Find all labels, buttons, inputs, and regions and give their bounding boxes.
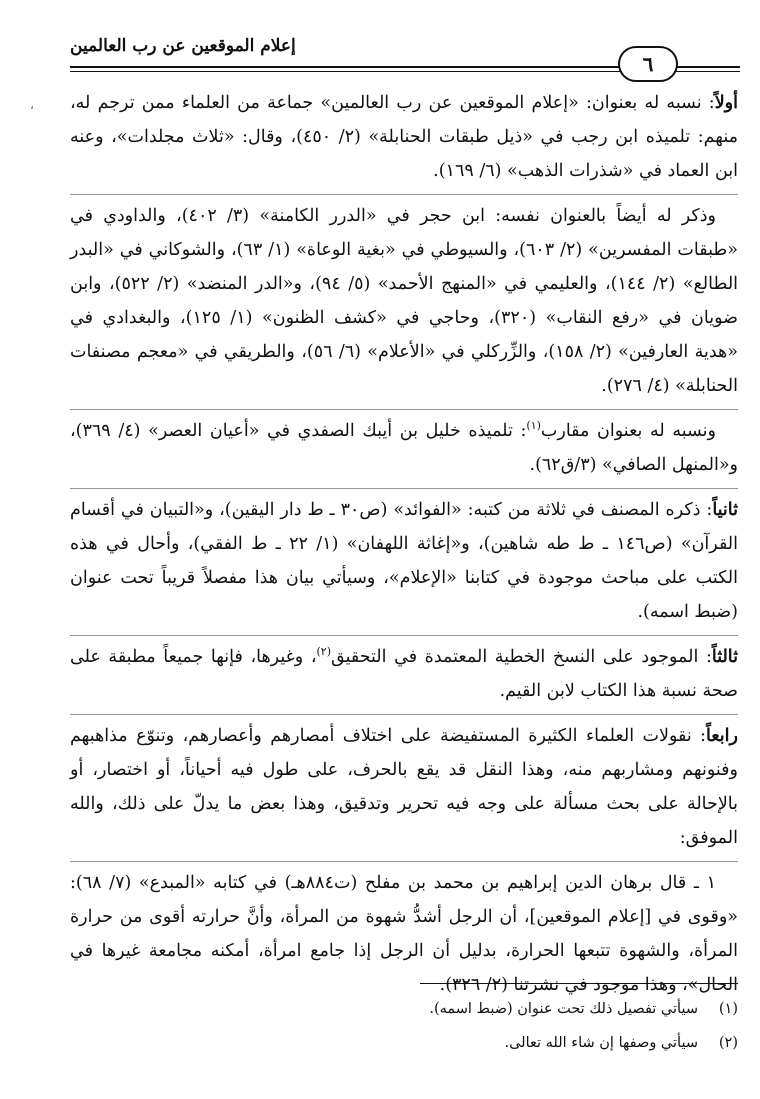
paragraph-text: وذكر له أيضاً بالعنوان نفسه: ابن حجر في «الدرر الكامنة» (٣/ ٤٠٢)، والداودي في «طبقات المفسرين» (٢/ ٦٠٣)، والسيوطي في «بغية الوعاة» (١/ ٦٣)، والشوكاني في «البدر الطالع» (٢/ ١٤٤)، والعليمي في «المنهج الأحمد» (٥/ ٩٤)، و«الدر المنضد» (٢/ ٥٢٢)، وابن ضويان في «رفع النقاب» (٣٢٠)، وحاجي في «كشف الظنون» (١/ ١٢٥)، والبغدادي في «هدية العارفين» (٢/ ١٥٨)، والزِّركلي في «الأعلام» (٦/ ٥٦)، والطريقي في «معجم مصنفات الحنابلة» (٤/ ٢٧٦).	[70, 206, 739, 396]
margin-mark: ،	[30, 98, 34, 112]
footnote-number: (٢)	[718, 1035, 738, 1051]
paragraph-divider	[70, 488, 738, 489]
footnote-ref[interactable]: (٢)	[316, 645, 331, 659]
paragraph-fifth	[70, 640, 738, 708]
running-title: إعلام الموقعين عن رب العالمين	[70, 36, 296, 56]
paragraph-divider	[70, 409, 738, 410]
paragraph-divider	[70, 714, 738, 715]
paragraph-divider	[70, 194, 738, 195]
paragraph-text: ١ ـ قال برهان الدين إبراهيم بن محمد بن مفلح (ت٨٨٤هـ) في كتابه «المبدع» (٧/ ٦٨): «وقوى في [إعلام الموقعين]، أن الرجل أشدُّ شهوة من المرأة، وأنَّ حرارته أقوى من حرارة المرأة، والشهوة تتبعها الحرارة، بدليل أن الرجل إذا جامع امرأة، أمكنه مجامعة غيرها في الحال»، وهذا موجود في نشرتنا (٢/ ٣٢٦).	[70, 873, 738, 995]
footnote	[70, 1026, 738, 1060]
paragraph-text: : نسبه له بعنوان: «إعلام الموقعين عن رب العالمين» جماعة من العلماء ممن ترجم له، منهم: تلميذه ابن رجب في «ذيل طبقات الحنابلة» (٢/ ٤٥٠)، وقال: «ثلاث مجلدات»، وعنه ابن العماد في «شذرات الذهب» (٦/ ١٦٩).	[70, 93, 738, 181]
paragraph-second	[70, 199, 738, 403]
paragraph-text: ، وغيرها، فإنها جميعاً مطبقة على صحة نسبة هذا الكتاب لابن القيم.	[70, 647, 738, 701]
page-number: ٦	[618, 46, 678, 82]
paragraph-text: : ذكره المصنف في ثلاثة من كتبه: «الفوائد» (ص٣٠ ـ ط دار اليقين)، و«التبيان في أقسام القرآن» (ص١٤٦ ـ ط طه شاهين)، و«إغاثة اللهفان» (١/ ٢٢ ـ ط الفقي)، وأحال في هذه الكتب على مباحث موجودة في كتابنا «الإعلام»، وسيأتي بيان هذا مفصلاً قريباً تحت عنوان (ضبط اسمه).	[70, 500, 738, 622]
main-text	[70, 86, 738, 1008]
paragraph-lead: أولاً	[714, 93, 738, 113]
paragraph-seventh	[70, 866, 738, 1002]
footnote-number: (١)	[718, 1001, 738, 1017]
header-rule-thin	[70, 71, 620, 72]
header-rule	[70, 66, 620, 68]
paragraph-lead: ثانياً	[712, 500, 738, 520]
paragraph-lead: ثالثاً	[711, 647, 739, 667]
paragraph-lead: رابعاً	[706, 726, 738, 746]
footnote	[70, 992, 738, 1026]
paragraph-text: ونسبه له بعنوان مقارب	[540, 421, 716, 441]
paragraph-text: : تلميذه خليل بن أيبك الصفدي في «أعيان العصر» (٤/ ٣٦٩)، و«المنهل الصافي» (٣/ق٦٢).	[70, 421, 738, 475]
paragraph-text: : نقولات العلماء الكثيرة المستفيضة على اختلاف أمصارهم وأعصارهم، وتنوّع مذاهبهم وفنونهم ومشاربهم منه، وهذا النقل قد يقع بالحرف، على طول فيه أحياناً، أو اختصار، أو بالإحالة على بحث مسألة على وجه فيه تحرير وتدقيق، وهذا بعض ما يدلّ على ذلك، والله الموفق:	[70, 726, 738, 848]
header-rule-right-thin	[670, 71, 740, 72]
paragraph-first	[70, 86, 738, 188]
paragraph-divider	[70, 635, 738, 636]
paragraph-divider	[70, 861, 738, 862]
footnote-ref[interactable]: (١)	[526, 419, 541, 433]
footnote-text: سيأتي تفصيل ذلك تحت عنوان (ضبط اسمه).	[429, 1001, 698, 1017]
paragraph-text: : الموجود على النسخ الخطية المعتمدة في التحقيق	[331, 647, 712, 667]
footnotes	[70, 992, 738, 1060]
header-rule-right	[670, 66, 740, 68]
paragraph-sixth	[70, 719, 738, 855]
footnote-rule	[420, 983, 738, 984]
paragraph-third	[70, 414, 738, 482]
page-header	[70, 30, 740, 80]
footnote-text: سيأتي وصفها إن شاء الله تعالى.	[504, 1035, 698, 1051]
paragraph-fourth	[70, 493, 738, 629]
